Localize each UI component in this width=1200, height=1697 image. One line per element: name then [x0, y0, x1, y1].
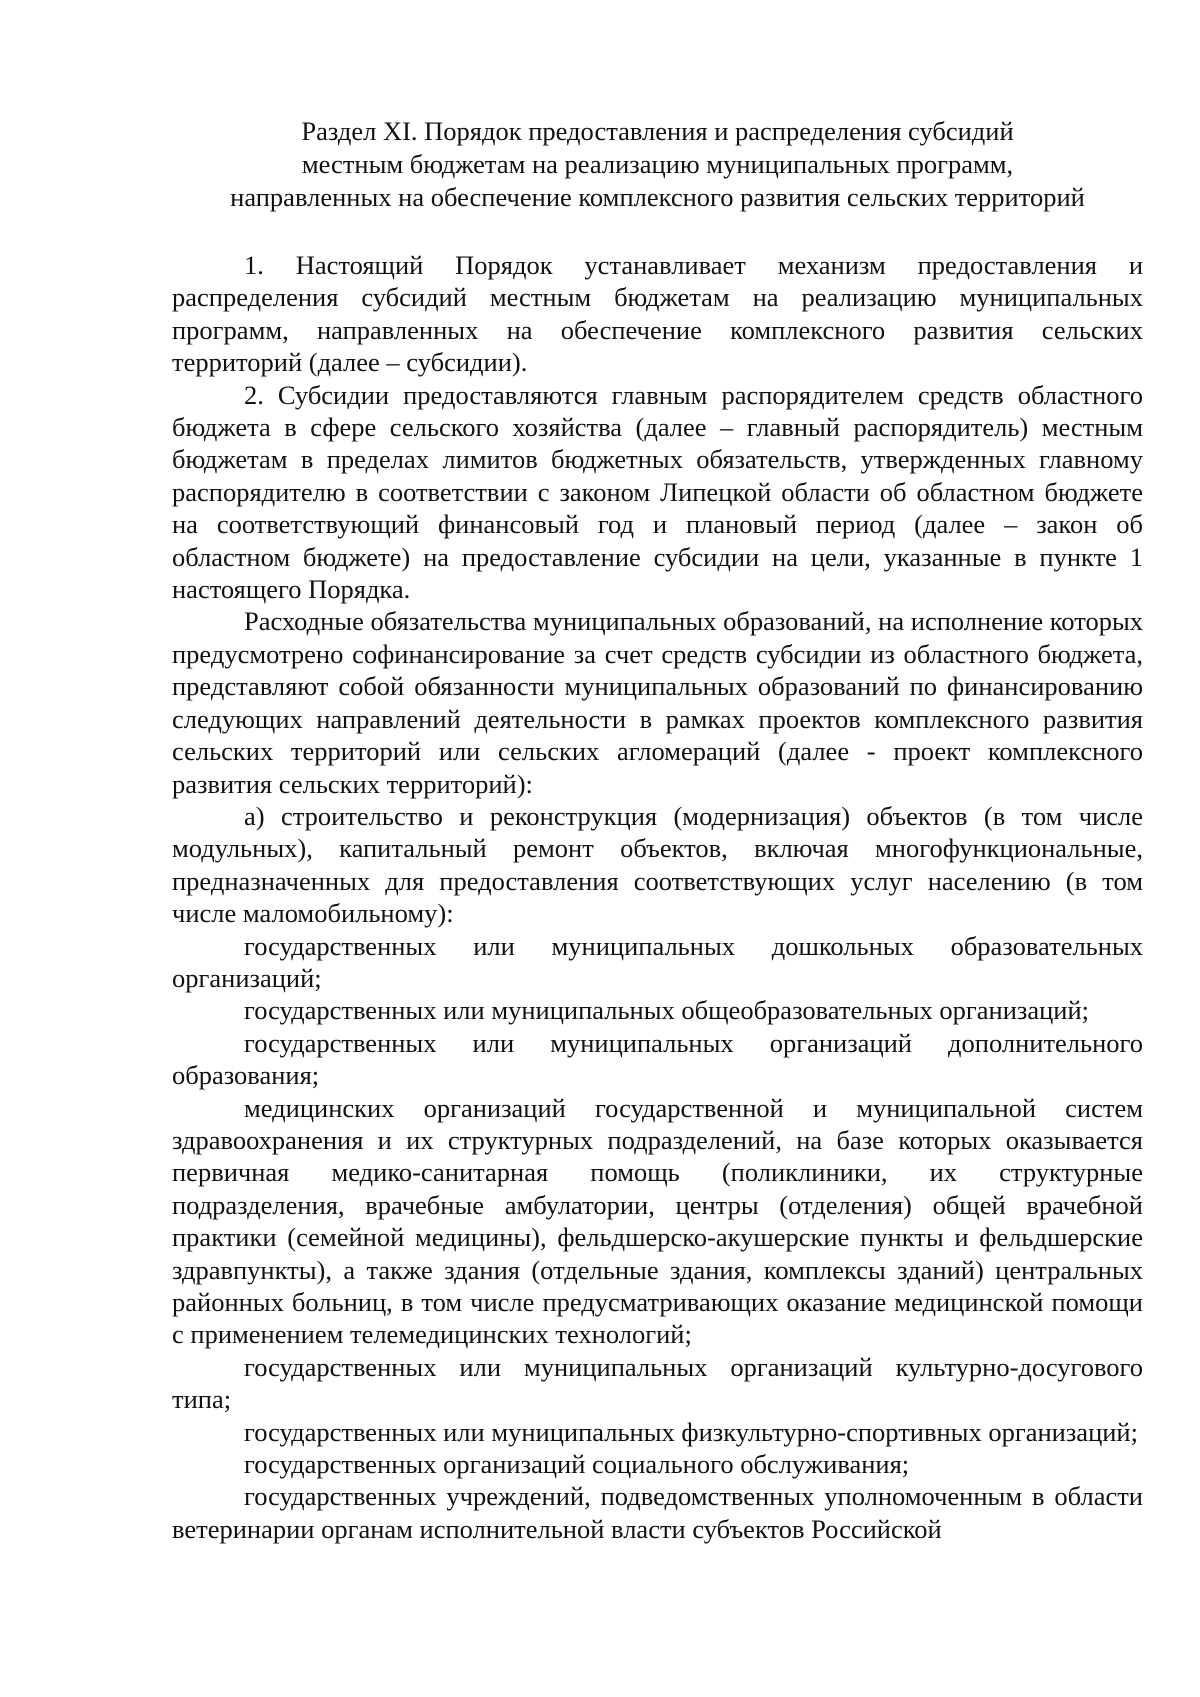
list-item-sports: государственных или муниципальных физкультурно-спортивных организаций; — [244, 1416, 1138, 1447]
list-item-social: государственных организаций социального обслуживания; — [244, 1449, 910, 1480]
paragraph-item-a: а) строительство и реконструкция (модернизация) объектов (в том числе модульных), капитальный ремонт объектов, включая многофункциональные, предназначенных для предоставления соответствующих услуг населению (в том числе маломобильному): — [172, 800, 1143, 929]
document-body — [172, 249, 1143, 1545]
document-page — [172, 115, 1143, 1545]
list-item-additional-education: государственных или муниципальных организаций дополнительного образования; — [172, 1027, 1143, 1091]
title-line: Раздел XI. Порядок предоставления и распределения субсидий — [301, 116, 1014, 146]
list-item-veterinary: государственных учреждений, подведомственных уполномоченным в области ветеринарии органам исполнительной власти субъектов Российской — [172, 1481, 1143, 1544]
title-line: местным бюджетам на реализацию муниципальных программ, — [301, 149, 1014, 179]
paragraph-obligations: Расходные обязательства муниципальных образований, на исполнение которых предусмотрено софинансирование за счет средств субсидии из областного бюджета, представляют собой обязанности муниципальных образований по финансированию следующих направлений деятельности в рамках проектов комплексного развития сельских территорий или сельских агломераций (далее - проект комплексного развития сельских территорий): — [172, 606, 1143, 799]
list-item-general-education: государственных или муниципальных общеобразовательных организаций; — [244, 995, 1090, 1026]
list-item-preschool: государственных или муниципальных дошкольных образовательных организаций; — [172, 930, 1143, 993]
title-line: направленных на обеспечение комплексного развития сельских территорий — [230, 182, 1085, 212]
list-item-cultural: государственных или муниципальных организаций культурно-досугового типа; — [172, 1351, 1143, 1415]
list-item-medical: медицинских организаций государственной и муниципальной систем здравоохранения и их структурных подразделений, на базе которых оказывается первичная медико-санитарная помощь (поликлиники, их структурные подразделения, врачебные амбулатории, центры (отделения) общей врачебной практики (семейной медицины), фельдшерско-акушерские пункты и фельдшерские здравпункты), а также здания (отдельные здания, комплексы зданий) центральных районных больниц, в том числе предусматривающих оказание медицинской помощи с применением телемедицинских технологий; — [172, 1092, 1143, 1350]
paragraph-2: 2. Субсидии предоставляются главным распорядителем средств областного бюджета в сфере сельского хозяйства (далее – главный распорядитель) местным бюджетам в пределах лимитов бюджетных обязательств, утвержденных главному распорядителю в соответствии с законом Липецкой области об областном бюджете на соответствующий финансовый год и плановый период (далее – закон об областном бюджете) на предоставление субсидии на цели, указанные в пункте 1 настоящего Порядка. — [172, 379, 1143, 605]
paragraph-1: 1. Настоящий Порядок устанавливает механизм предоставления и распределения субсидий местным бюджетам на реализацию муниципальных программ, направленных на обеспечение комплексного развития сельских территорий (далее – субсидии). — [172, 250, 1143, 378]
section-title — [172, 115, 1143, 214]
